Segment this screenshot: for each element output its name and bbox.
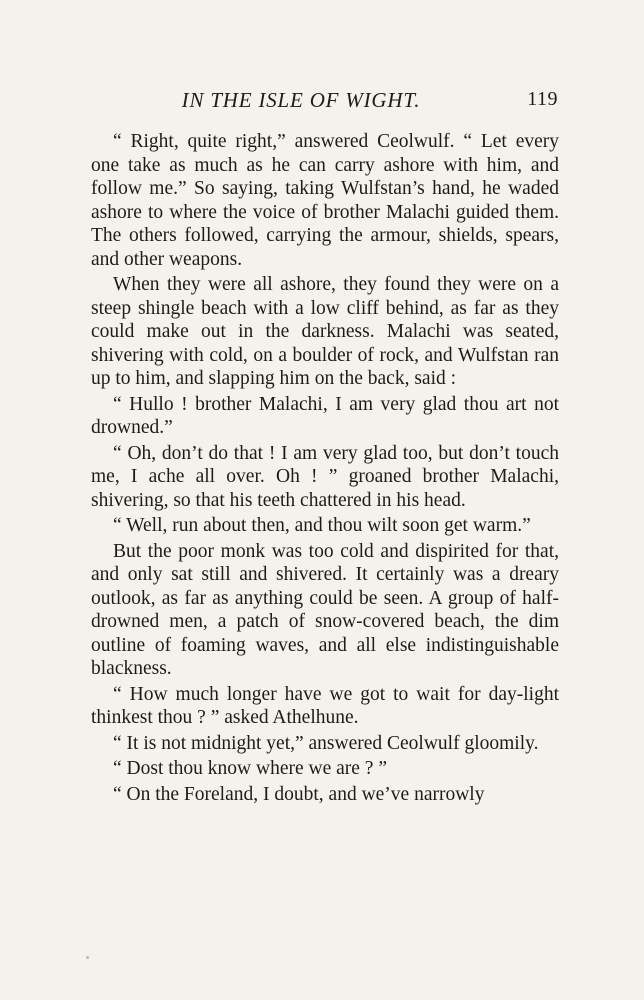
- paragraph: “ Hullo ! brother Malachi, I am very glad thou art not drowned.”: [91, 393, 559, 438]
- page-number: 119: [527, 88, 558, 110]
- paragraph: “ Oh, don’t do that ! I am very glad too, but don’t touch me, I ache all over. Oh ! ” groaned brother Malachi, shivering, so that his teeth chattered in his head.: [91, 442, 559, 511]
- paragraph: But the poor monk was too cold and dispirited for that, and only sat still and shivered. It certainly was a dreary outlook, as far as anything could be seen. A group of half-drowned men, a patch of snow-covered beach, the dim outline of foaming waves, and all else indistinguishable blackness.: [91, 540, 559, 679]
- paragraph: “ It is not midnight yet,” answered Ceolwulf gloomily.: [113, 732, 539, 754]
- paragraph: “ On the Foreland, I doubt, and we’ve narrowly: [113, 783, 485, 805]
- running-head: [86, 86, 558, 116]
- body-text: [91, 130, 559, 808]
- paragraph: “ Right, quite right,” answered Ceolwulf. “ Let every one take as much as he can carry ashore with him, and follow me.” So saying, taking Wulfstan’s hand, he waded ashore to where the voice of brother Malachi guided them. The others followed, carrying the armour, shields, spears, and other weapons.: [91, 131, 559, 270]
- paper-speck: [86, 956, 89, 959]
- paragraph: “ How much longer have we got to wait for day-light thinkest thou ? ” asked Athelhune.: [91, 683, 559, 728]
- paragraph: “ Well, run about then, and thou wilt soon get warm.”: [113, 515, 531, 536]
- paragraph: “ Dost thou know where we are ? ”: [113, 758, 387, 779]
- running-title: IN THE ISLE OF WIGHT.: [181, 88, 421, 112]
- paragraph: When they were all ashore, they found they were on a steep shingle beach with a low cliff behind, as far as they could make out in the darkness. Malachi was seated, shivering with cold, on a boulder of rock, and Wulfstan ran up to him, and slapping him on the back, said :: [91, 274, 559, 389]
